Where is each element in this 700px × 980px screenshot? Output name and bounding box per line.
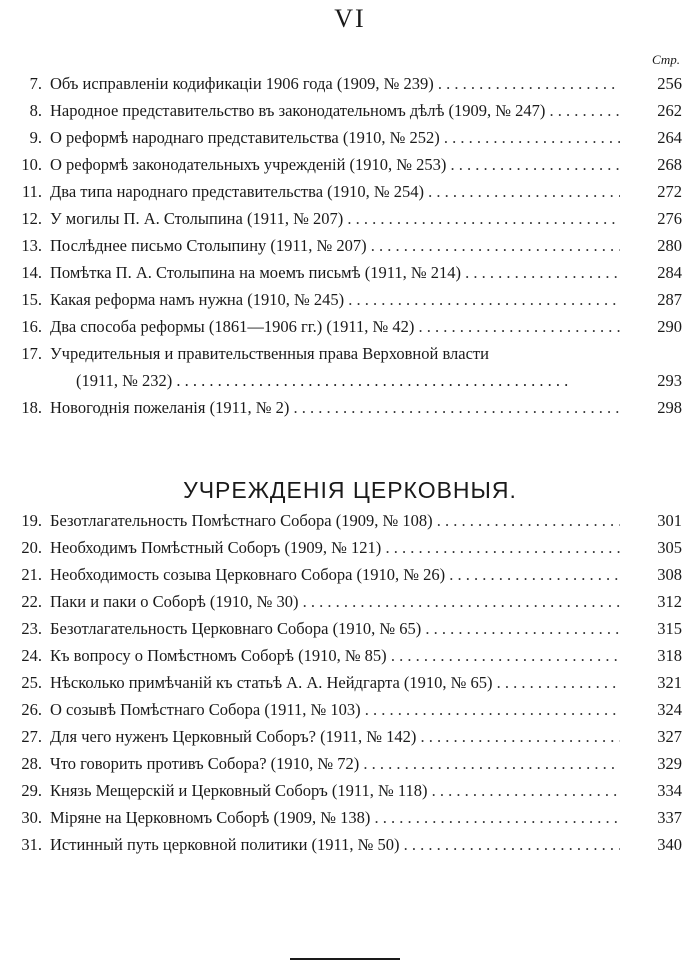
toc-entry: [0, 97, 700, 124]
page-number: VI: [334, 4, 366, 33]
entry-number: 26.: [21, 700, 42, 719]
entry-page: 290: [620, 313, 700, 340]
page-column-header: Стр.: [652, 52, 680, 67]
entry-number: 23.: [21, 619, 42, 638]
entry-number: 28.: [21, 754, 42, 773]
entry-number: 11.: [21, 182, 42, 201]
entry-number: 25.: [21, 673, 42, 692]
toc-entry: [0, 669, 700, 696]
entry-page: 334: [620, 777, 700, 804]
entry-number: 13.: [21, 236, 42, 255]
entry-page: 268: [620, 151, 700, 178]
toc-entry: [0, 723, 700, 750]
entry-page: 280: [620, 232, 700, 259]
entry-title-line2-row: [50, 367, 620, 394]
toc-section-political: [0, 70, 700, 421]
entry-title: Безотлагательность Церковнаго Собора (1910, № 65) . . .: [50, 615, 620, 642]
entry-number: 15.: [21, 290, 42, 309]
entry-title: Новогоднія пожеланія (1911, № 2) . . .: [50, 394, 620, 421]
toc-entry: [0, 205, 700, 232]
entry-title: У могилы П. А. Столыпина (1911, № 207) . . .: [50, 205, 620, 232]
toc-entry: [0, 286, 700, 313]
toc-entry: [0, 777, 700, 804]
entry-number: 29.: [21, 781, 42, 800]
entry-page: 312: [620, 588, 700, 615]
entry-page: 284: [620, 259, 700, 286]
entry-title: О реформѣ законодательныхъ учрежденій (1910, № 253) . . .: [50, 151, 620, 178]
toc-entry: [0, 804, 700, 831]
toc-entry: [0, 561, 700, 588]
entry-page: 337: [620, 804, 700, 831]
entry-title: Послѣднее письмо Столыпину (1911, № 207) . . .: [50, 232, 620, 259]
entry-page: 340: [620, 831, 700, 858]
entry-page: 327: [620, 723, 700, 750]
entry-number: 14.: [21, 263, 42, 282]
toc-entry: [0, 313, 700, 340]
entry-title: Два типа народнаго представительства (1910, № 254) . . .: [50, 178, 620, 205]
entry-page: 308: [620, 561, 700, 588]
toc-entry: [0, 70, 700, 97]
entry-number: 8.: [29, 101, 42, 120]
entry-title: Къ вопросу о Помѣстномъ Соборѣ (1910, № 85) . . .: [50, 642, 620, 669]
entry-title-block: [50, 340, 620, 394]
entry-page: 272: [620, 178, 700, 205]
entry-title-line2: (1911, № 232) . . .: [76, 367, 568, 394]
entry-page: 318: [620, 642, 700, 669]
entry-page: 298: [620, 394, 700, 421]
entry-page: 287: [620, 286, 700, 313]
entry-number: 12.: [21, 209, 42, 228]
entry-title-line1: Учредительныя и правительственныя права Верховной власти: [50, 344, 489, 363]
entry-title: Народное представительство въ законодательномъ дѣлѣ (1909, № 247) . . .: [50, 97, 620, 124]
entry-title: Какая реформа намъ нужна (1910, № 245) . . .: [50, 286, 620, 313]
toc-entry: [0, 151, 700, 178]
entry-number: 17.: [21, 344, 42, 363]
entry-number: 30.: [21, 808, 42, 827]
entry-number: 18.: [21, 398, 42, 417]
entry-page: 301: [620, 507, 700, 534]
toc-entry: [0, 178, 700, 205]
entry-number: 21.: [21, 565, 42, 584]
entry-title: Два способа реформы (1861—1906 гг.) (1911, № 42) . . .: [50, 313, 620, 340]
entry-title: Помѣтка П. А. Столыпина на моемъ письмѣ (1911, № 214) . . .: [50, 259, 620, 286]
toc-section-church: [0, 507, 700, 858]
entry-title: Міряне на Церковномъ Соборѣ (1909, № 138) . . .: [50, 804, 620, 831]
entry-page: 315: [620, 615, 700, 642]
toc-entry: [0, 507, 700, 534]
entry-page: 293: [620, 367, 700, 394]
entry-title: Князь Мещерскій и Церковный Соборъ (1911, № 118) . . .: [50, 777, 620, 804]
entry-page: 262: [620, 97, 700, 124]
entry-number: 20.: [21, 538, 42, 557]
entry-title: Истинный путь церковной политики (1911, № 50) . . .: [50, 831, 620, 858]
entry-title: Для чего нуженъ Церковный Соборъ? (1911, № 142) . . .: [50, 723, 620, 750]
entry-title: Безотлагательность Помѣстнаго Собора (1909, № 108) . . .: [50, 507, 620, 534]
toc-entry-two-line: [0, 340, 700, 394]
entry-title: Что говорить противъ Собора? (1910, № 72) . . .: [50, 750, 620, 777]
entry-number: 22.: [21, 592, 42, 611]
entry-page: 264: [620, 124, 700, 151]
toc-entry: [0, 615, 700, 642]
entry-page: 256: [620, 70, 700, 97]
toc-entry: [0, 750, 700, 777]
entry-page: 305: [620, 534, 700, 561]
entry-page: 324: [620, 696, 700, 723]
toc-entry: [0, 642, 700, 669]
entry-title: Нѣсколько примѣчаній къ статьѣ А. А. Нейдгарта (1910, № 65) . . .: [50, 669, 620, 696]
toc-entry: [0, 588, 700, 615]
entry-page: 276: [620, 205, 700, 232]
toc-entry: [0, 394, 700, 421]
entry-title: Паки и паки о Соборѣ (1910, № 30) . . .: [50, 588, 620, 615]
entry-page: 321: [620, 669, 700, 696]
entry-title: О созывѣ Помѣстнаго Собора (1911, № 103) . . .: [50, 696, 620, 723]
toc-entry: [0, 534, 700, 561]
entry-number: 27.: [21, 727, 42, 746]
entry-number: 24.: [21, 646, 42, 665]
entry-title: Необходимъ Помѣстный Соборъ (1909, № 121) . . .: [50, 534, 620, 561]
entry-page: 329: [620, 750, 700, 777]
toc-entry: [0, 831, 700, 858]
toc-entry: [0, 124, 700, 151]
entry-number: 7.: [29, 74, 42, 93]
entry-number: 16.: [21, 317, 42, 336]
entry-title: О реформѣ народнаго представительства (1910, № 252) . . .: [50, 124, 620, 151]
toc-entry: [0, 232, 700, 259]
toc-entry: [0, 696, 700, 723]
bottom-rule: [290, 958, 400, 960]
entry-title: Объ исправленіи кодификаціи 1906 года (1909, № 239) . . .: [50, 70, 620, 97]
entry-number: 31.: [21, 835, 42, 854]
entry-number: 19.: [21, 511, 42, 530]
section-heading: УЧРЕЖДЕНІЯ ЦЕРКОВНЫЯ.: [183, 477, 517, 504]
toc-entry: [0, 259, 700, 286]
entry-number: 9.: [29, 128, 42, 147]
entry-title: Необходимость созыва Церковнаго Собора (1910, № 26) . . .: [50, 561, 620, 588]
entry-number: 10.: [21, 155, 42, 174]
